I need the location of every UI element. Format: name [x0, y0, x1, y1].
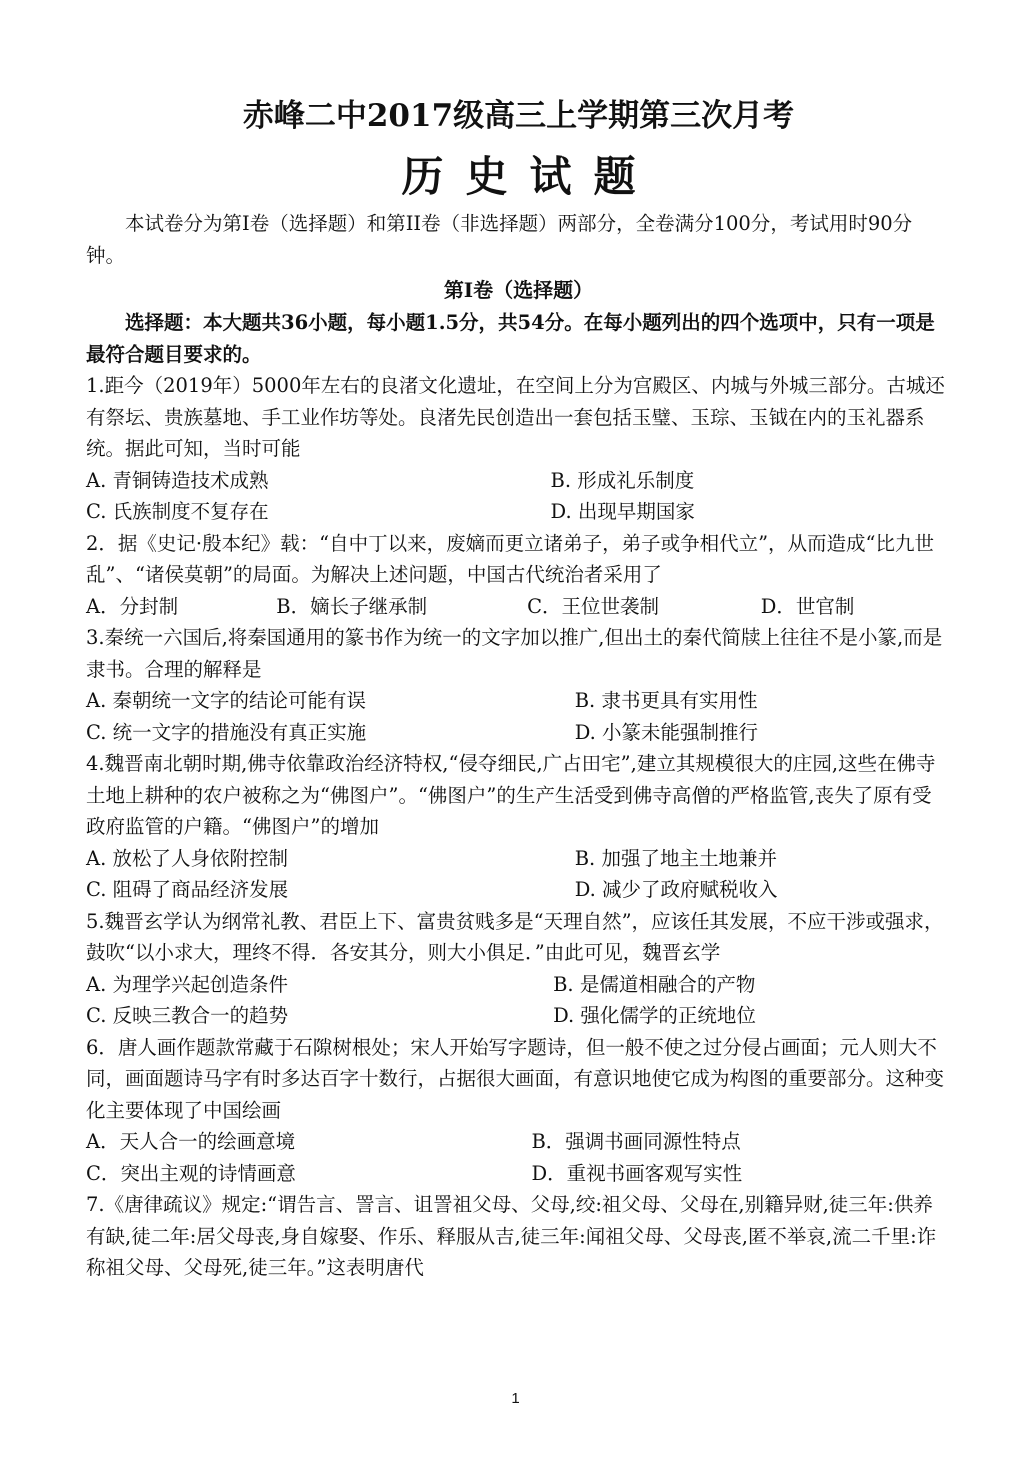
option-c: C. 氏族制度不复存在 [86, 500, 269, 523]
option-group [86, 843, 951, 906]
question-4 [86, 748, 951, 906]
section-instructions: 选择题：本大题共36小题，每小题1.5分，共54分。在每小题列出的四个选项中，只有一项是最符合题目要求的。 [86, 311, 935, 366]
option-c: C. 反映三教合一的趋势 [86, 1004, 289, 1027]
option-c: C．突出主观的诗情画意 [86, 1161, 296, 1185]
question-stem: 6．唐人画作题款常藏于石隙树根处；宋人开始写字题诗，但一般不使之过分侵占画面；元人则大不同，画面题诗马字有时多达百字十数行，占据很大画面，有意识地使它成为构图的重要部分。这种变化主要体现了中国绘画 [86, 1035, 945, 1122]
option-b: B．强调书画同源性特点 [531, 1130, 741, 1153]
exam-title: 赤峰二中2017级高三上学期第三次月考 [242, 98, 795, 134]
question-6 [86, 1032, 951, 1190]
question-2 [86, 528, 951, 623]
option-d: D．重视书画客观写实性 [531, 1161, 743, 1185]
option-a: A．天人合一的绘画意境 [86, 1130, 296, 1153]
option-b: B．嫡长子继承制 [276, 594, 428, 618]
option-a: A．分封制 [86, 594, 179, 618]
subject-title: 历史试题 [401, 152, 658, 201]
question-stem: 5.魏晋玄学认为纲常礼教、君臣上下、富贵贫贱多是“天理自然”，应该任其发展，不应干涉或强求，鼓吹“以小求大，理终不得．各安其分，则大小俱足．”由此可见，魏晋玄学 [86, 909, 944, 964]
exam-intro: 本试卷分为第Ⅰ卷（选择题）和第II卷（非选择题）两部分，全卷满分100分，考试用时90分钟。 [86, 212, 913, 267]
option-group [86, 685, 951, 748]
option-b: B. 是儒道相融合的产物 [553, 972, 756, 996]
option-b: B. 形成礼乐制度 [550, 468, 695, 492]
question-7 [86, 1189, 951, 1284]
option-group [86, 465, 951, 528]
option-a: A. 青铜铸造技术成熟 [86, 468, 269, 492]
option-group [86, 969, 951, 1032]
option-c: C. 阻碍了商品经济发展 [86, 878, 289, 901]
section-title: 第Ⅰ卷（选择题） [443, 278, 594, 302]
option-c: C. 统一文字的措施没有真正实施 [86, 720, 367, 744]
option-group [86, 591, 951, 623]
option-d: D. 强化儒学的正统地位 [553, 1004, 756, 1027]
option-d: D. 出现早期国家 [550, 500, 695, 523]
question-stem: 7.《唐律疏议》规定:“谓告言、詈言、诅詈祖父母、父母,绞:祖父母、父母在,别籍异财,徒三年:供养有缺,徒二年:居父母丧,身自嫁娶、作乐、释服从吉,徒三年:闻祖父母、父母丧,匿不举哀,流二千里:诈称祖父母、父母死,徒三年。”这表明唐代 [86, 1193, 937, 1279]
question-1 [86, 370, 951, 528]
question-stem: 3.秦统一六国后,将秦国通用的篆书作为统一的文字加以推广,但出土的秦代简牍上往往不是小篆,而是隶书。合理的解释是 [86, 626, 943, 681]
option-b: B. 隶书更具有实用性 [574, 689, 758, 712]
option-d: D. 减少了政府赋税收入 [574, 878, 778, 901]
option-a: A. 放松了人身依附控制 [86, 846, 288, 870]
option-d: D．世官制 [760, 594, 855, 618]
option-a: A. 为理学兴起创造条件 [86, 972, 288, 996]
option-b: B. 加强了地主土地兼并 [574, 846, 777, 870]
option-d: D. 小篆未能强制推行 [574, 720, 759, 744]
question-5 [86, 906, 951, 1032]
option-group [86, 1126, 951, 1189]
question-stem: 4.魏晋南北朝时期,佛寺依靠政治经济特权,“侵夺细民,广占田宅”,建立其规模很大的庄园,这些在佛寺土地上耕种的农户被称之为“佛图户”。“佛图户”的生产生活受到佛寺高僧的严格监管,丧失了原有受政府监管的户籍。“佛图户”的增加 [86, 752, 936, 838]
option-c: C．王位世袭制 [527, 594, 660, 618]
question-stem: 1.距今（2019年）5000年左右的良渚文化遗址，在空间上分为宫殿区、内城与外城三部分。古城还有祭坛、贵族墓地、手工业作坊等处。良渚先民创造出一套包括玉璧、玉琮、玉钺在内的玉礼器系统。据此可知，当时可能 [86, 374, 945, 460]
question-stem: 2．据《史记·殷本纪》载：“自中丁以来，废嫡而更立诸弟子，弟子或争相代立”，从而造成“比九世乱”、“诸侯莫朝”的局面。为解决上述问题，中国古代统治者采用了 [86, 531, 935, 586]
page-number: 1 [511, 1390, 520, 1407]
question-3 [86, 622, 951, 748]
option-a: A. 秦朝统一文字的结论可能有误 [86, 689, 366, 712]
